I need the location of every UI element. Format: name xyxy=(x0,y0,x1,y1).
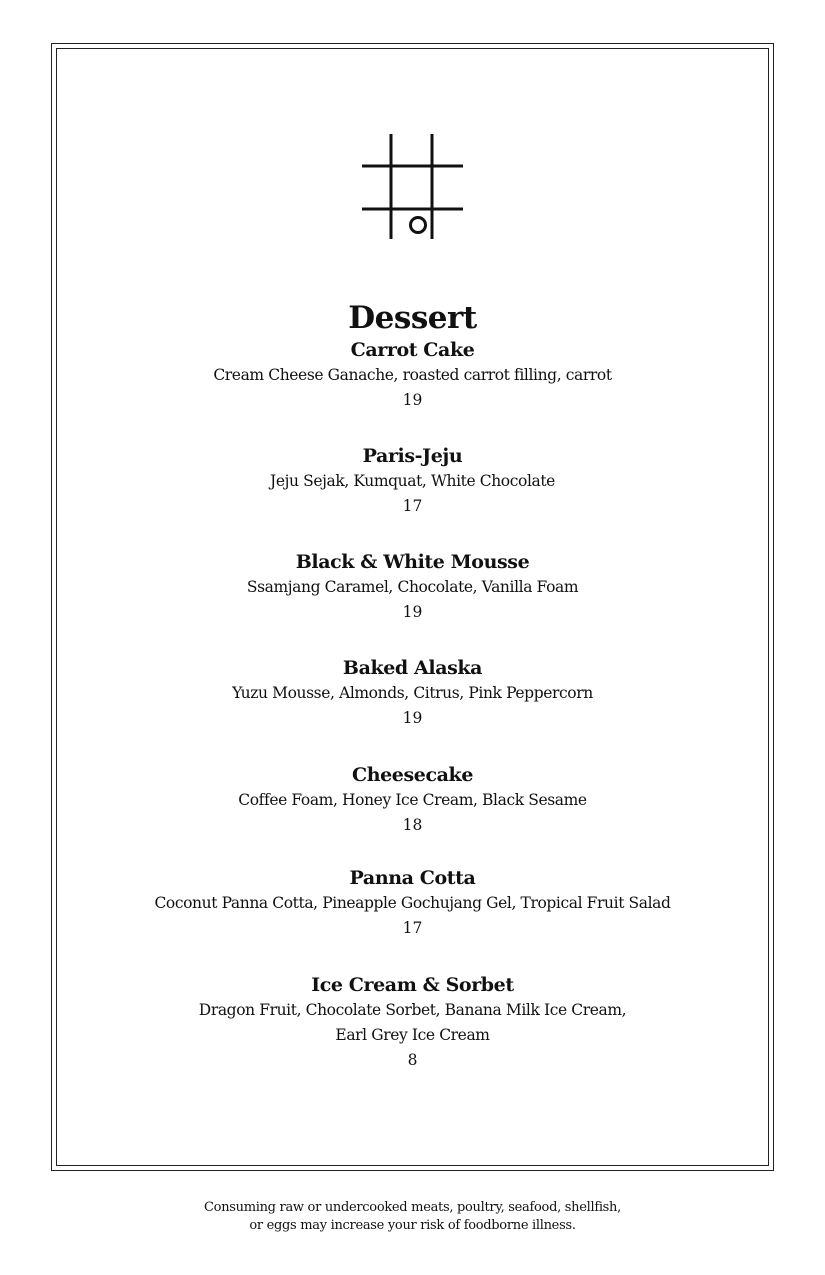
item-description: Yuzu Mousse, Almonds, Citrus, Pink Peppercorn xyxy=(232,684,593,702)
item-price: 18 xyxy=(402,816,423,834)
item-price: 17 xyxy=(402,919,423,937)
item-description: Coffee Foam, Honey Ice Cream, Black Sesame xyxy=(238,791,587,809)
item-description-line: Earl Grey Ice Cream xyxy=(335,1026,490,1044)
menu-item-ice-cream-sorbet xyxy=(60,972,765,1073)
menu-item-baked-alaska xyxy=(60,655,765,731)
menu-item-panna-cotta xyxy=(60,865,765,941)
item-price: 19 xyxy=(402,391,423,409)
item-name: Carrot Cake xyxy=(350,339,475,361)
item-description: Cream Cheese Ganache, roasted carrot filling, carrot xyxy=(213,366,612,384)
item-price: 8 xyxy=(407,1051,418,1069)
item-name: Baked Alaska xyxy=(342,657,483,679)
item-description: Coconut Panna Cotta, Pineapple Gochujang Gel, Tropical Fruit Salad xyxy=(154,894,671,912)
disclaimer-line: or eggs may increase your risk of foodborne illness. xyxy=(249,1218,576,1233)
item-price: 17 xyxy=(402,497,423,515)
item-description-line: Dragon Fruit, Chocolate Sorbet, Banana Milk Ice Cream, xyxy=(198,1001,627,1019)
item-description: Ssamjang Caramel, Chocolate, Vanilla Foam xyxy=(246,578,579,596)
item-name: Cheesecake xyxy=(351,764,474,786)
menu-title: Dessert xyxy=(348,300,477,336)
menu-item-carrot-cake xyxy=(60,337,765,413)
menu-item-cheesecake xyxy=(60,762,765,838)
food-safety-disclaimer xyxy=(0,1199,825,1235)
restaurant-logo-icon xyxy=(361,134,463,240)
item-price: 19 xyxy=(402,709,423,727)
menu-item-black-white-mousse xyxy=(60,549,765,625)
menu-item-paris-jeju xyxy=(60,443,765,519)
disclaimer-line: Consuming raw or undercooked meats, poultry, seafood, shellfish, xyxy=(204,1200,621,1215)
item-name: Ice Cream & Sorbet xyxy=(311,974,514,996)
item-name: Panna Cotta xyxy=(349,867,476,889)
item-description: Jeju Sejak, Kumquat, White Chocolate xyxy=(270,472,555,490)
item-name: Black & White Mousse xyxy=(295,551,530,573)
item-price: 19 xyxy=(402,603,423,621)
item-name: Paris-Jeju xyxy=(362,445,463,467)
